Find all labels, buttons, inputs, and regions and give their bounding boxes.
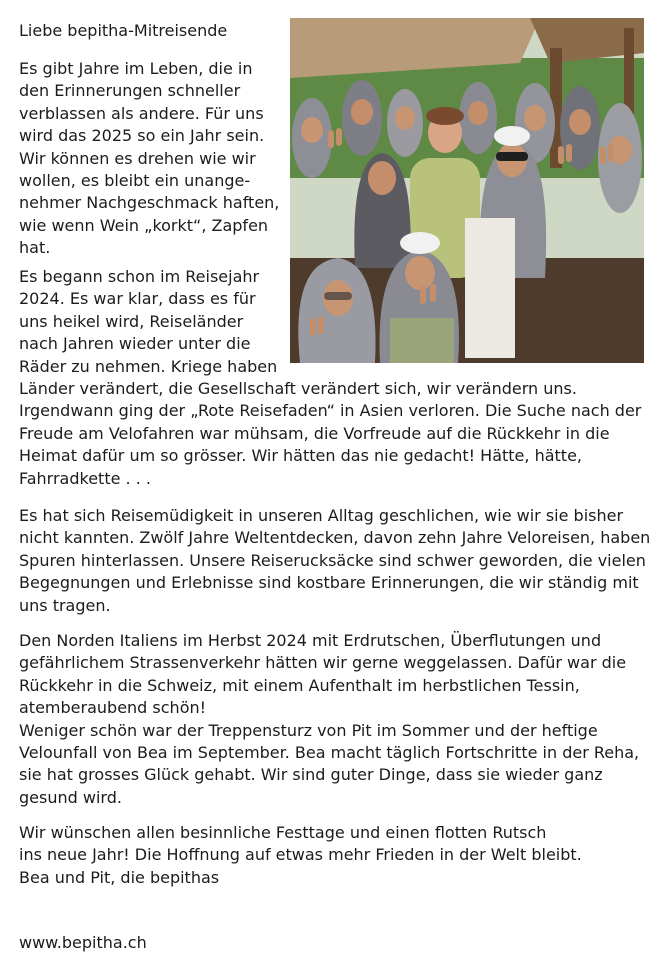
paragraph-1-line: verblassen als andere. Für uns [19, 103, 264, 123]
paragraph-4-line: atemberaubend schön! [19, 698, 207, 718]
paragraph-4-line: Den Norden Italiens im Herbst 2024 mit Erdrutschen, Überflutungen und [19, 631, 602, 650]
paragraph-5-line: ins neue Jahr! Die Hoffnung auf etwas mehr Frieden in der Welt bleibt. [19, 845, 582, 865]
paragraph-2-line: Irgendwann ging der „Rote Reisefaden“ in Asien verloren. Die Suche nach der [19, 401, 642, 421]
paragraph-4-line: gesund wird. [19, 787, 122, 807]
paragraph-1-line: nehmer Nachgeschmack haften, [19, 193, 280, 213]
paragraph-2-line: Freude am Velofahren war mühsam, die Vorfreude auf die Rückkehr in die [19, 423, 610, 443]
paragraph-1 [19, 58, 279, 260]
paragraph-4-line: sie hat grosses Glück gehabt. Wir sind guter Dinge, dass sie wieder ganz [19, 765, 603, 785]
paragraph-3-line: Es hat sich Reisemüdigkeit in unseren Alltag geschlichen, wie wir sie bisher [19, 506, 624, 525]
greeting: Liebe bepitha-Mitreisende [19, 21, 228, 40]
paragraph-2 [19, 266, 641, 490]
paragraph-4-line: gefährlichem Strassenverkehr hätten wir gerne weggelassen. Dafür war die [19, 653, 627, 673]
paragraph-5-line: Wir wünschen allen besinnliche Festtage und einen flotten Rutsch [19, 823, 547, 842]
paragraph-1-line: hat. [19, 238, 51, 258]
paragraph-2-line: Fahrradkette . . . [19, 468, 151, 488]
paragraph-3 [19, 505, 650, 617]
paragraph-2-line: Es begann schon im Reisejahr [19, 267, 260, 286]
paragraph-3-line: Spuren hinterlassen. Unsere Reiserucksäcke sind schwer geworden, die vielen [19, 550, 646, 570]
paragraph-4-line: Rückkehr in die Schweiz, mit einem Aufenthalt im herbstlichen Tessin, [19, 675, 580, 695]
paragraph-1-line: wie wenn Wein „korkt“, Zapfen [19, 215, 269, 235]
paragraph-5 [19, 822, 582, 889]
signature-line: Bea und Pit, die bepithas [19, 867, 220, 887]
paragraph-2-line: Heimat dafür um so grösser. Wir hätten das nie gedacht! Hätte, hätte, [19, 446, 582, 466]
paragraph-3-line: Begegnungen und Erlebnisse sind kostbare Erinnerungen, die wir ständig mit [19, 573, 639, 593]
paragraph-2-line: uns heikel wird, Reiseländer [19, 311, 244, 331]
paragraph-2-line: nach Jahren wieder unter die [19, 334, 251, 354]
paragraph-4-line: Velounfall von Bea im September. Bea macht täglich Fortschritte in der Reha, [19, 743, 640, 763]
paragraph-2-line: 2024. Es war klar, dass es für [19, 289, 256, 309]
paragraph-4-line: Weniger schön war der Treppensturz von Pit im Sommer und der heftige [19, 720, 598, 740]
paragraph-3-line: nicht kannten. Zwölf Jahre Weltentdecken, davon zehn Jahre Veloreisen, haben [19, 528, 651, 548]
paragraph-3-line: uns tragen. [19, 595, 111, 615]
paragraph-2-line: Länder verändert, die Gesellschaft verändert sich, wir verändern uns. [19, 379, 577, 399]
paragraph-1-line: wird das 2025 so ein Jahr sein. [19, 126, 265, 146]
paragraph-1-line: den Erinnerungen schneller [19, 81, 241, 101]
website-link[interactable]: www.bepitha.ch [19, 933, 147, 952]
paragraph-1-line: Wir können es drehen wie wir [19, 148, 256, 168]
paragraph-4 [19, 630, 639, 809]
paragraph-1-line: wollen, es bleibt ein unange- [19, 171, 251, 191]
paragraph-2-line: Räder zu nehmen. Kriege haben [19, 356, 278, 376]
paragraph-1-line: Es gibt Jahre im Leben, die in [19, 59, 253, 78]
